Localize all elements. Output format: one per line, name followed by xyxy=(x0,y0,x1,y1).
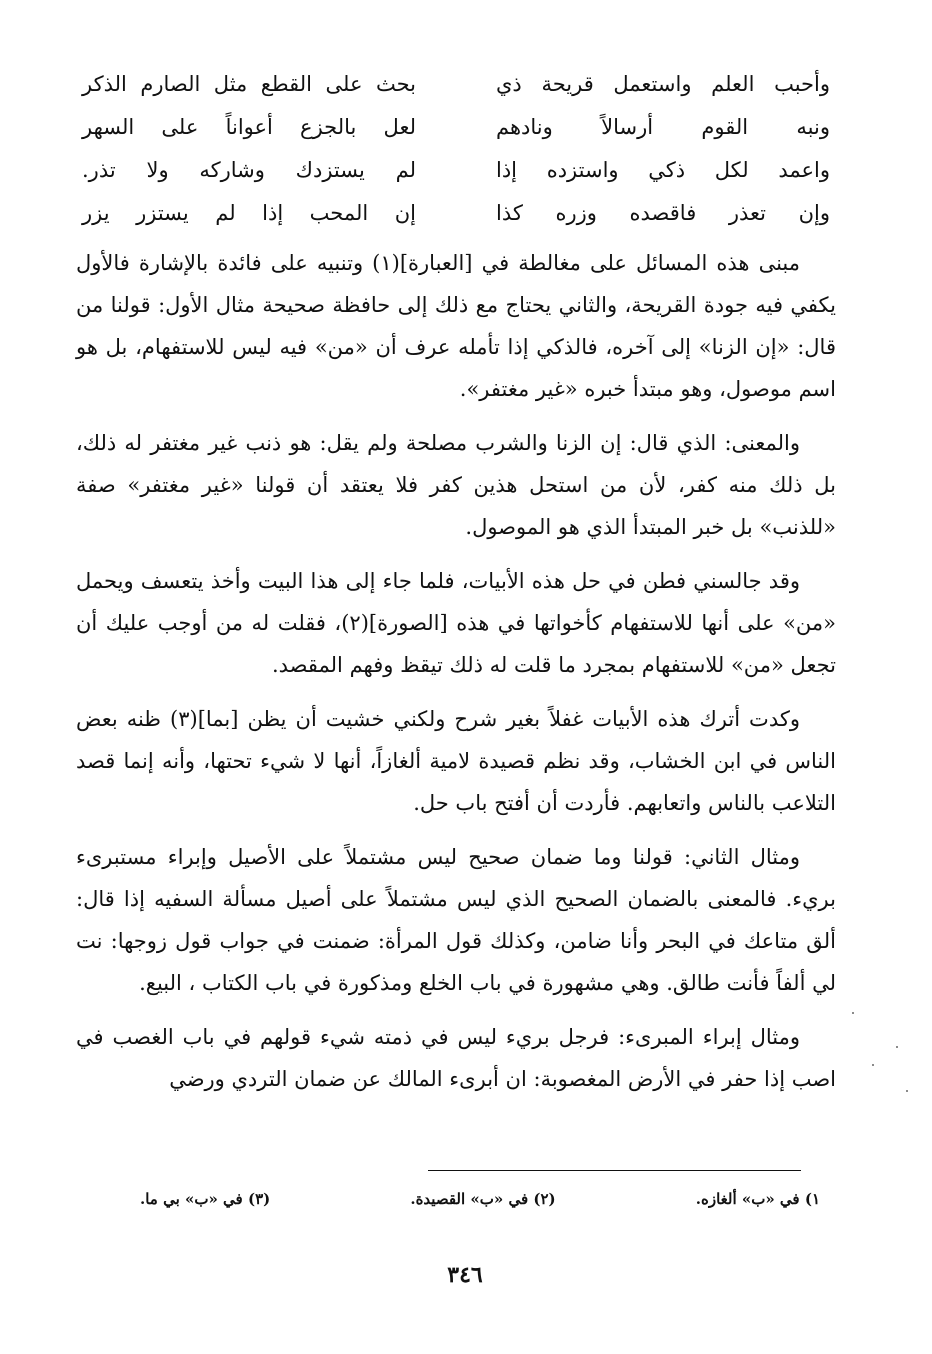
verse-second-hemistich: لعل بالجزع أعواناً على السهر xyxy=(82,114,416,139)
verse-second-hemistich: إن المحب إذا لم يستزر يزر xyxy=(82,200,416,225)
verse-first-hemistich: وأحبب العلم واستعمل قريحة ذي xyxy=(496,71,830,96)
verse-row xyxy=(76,62,836,105)
footnote-2: (٢) في «ب» القصيدة. xyxy=(410,1190,556,1208)
verse-first-hemistich: ونبه القوم أرسالاً ونادهم xyxy=(496,114,830,139)
scan-speck xyxy=(896,1046,898,1048)
scan-speck xyxy=(872,1064,874,1066)
body-paragraph: ومثال إبراء المبرىء: فرجل بريء ليس في ذمته شيء قولهم في باب الغصب في اصب إذا حفر في الأرض المغصوبة: ان أبرىء المالك عن ضمان التردي ورضي xyxy=(76,1025,836,1091)
footnote-1: ١) في «ب» ألغازه. xyxy=(695,1190,820,1208)
verse-first-hemistich: واعمد لكل ذكي واستزده إذا xyxy=(496,157,830,182)
footnotes xyxy=(140,1190,820,1220)
scan-speck xyxy=(852,1012,854,1014)
poem-verses xyxy=(76,62,836,242)
verse-second-hemistich: بحث على القطع مثل الصارم الذكر xyxy=(82,71,416,96)
verse-second-hemistich: لم يستزدك وشاركه ولا تذر. xyxy=(82,157,416,182)
footnote-3: (٣) في «ب» بي ما. xyxy=(140,1190,271,1208)
body-paragraph: مبنى هذه المسائل على مغالطة في [العبارة](١) وتنبيه على فائدة بالإشارة فالأول يكفي فيه جودة القريحة، والثاني يحتاج مع ذلك إلى حافظة صحيحة مثال الأول: قولنا من قال: «إن الزنا» إلى آخره، فالذكي إذا تأمله عرف أن «من» فيه ليس للاستفهام، بل هو اسم موصول، وهو مبتدأ خبره «غير مغتفر». xyxy=(76,251,836,401)
verse-row xyxy=(76,105,836,148)
page-content xyxy=(76,62,836,1100)
scan-speck xyxy=(906,1090,908,1092)
verse-row xyxy=(76,148,836,191)
body-paragraph: ومثال الثاني: قولنا وما ضمان صحيح ليس مشتملاً على الأصيل وإبراء مستبرىء بريء. فالمعنى بالضمان الصحيح الذي ليس مشتملاً على أصيل مسألة السفيه إذا قال: ألق متاعك في البحر وأنا ضامن، وكذلك قول المرأة: ضمنت في جواب قول زوجها: نت لي ألفاً فأنت طالق. وهي مشهورة في باب الخلع ومذكورة في باب الكتاب ، البيع. xyxy=(76,845,836,995)
body-paragraph: وكدت أترك هذه الأبيات غفلاً بغير شرح ولكني خشيت أن يظن [بما](٣) ظنه بعض الناس في ابن الخشاب، وقد نظم قصيدة لامية ألغازاً، أنها لا شيء تحتها، وأنه إنما قصد التلاعب بالناس واتعابهم. فأردت أن أفتح باب حل. xyxy=(76,707,836,815)
footnote-separator xyxy=(428,1170,801,1171)
body-paragraph: والمعنى: الذي قال: إن الزنا والشرب مصلحة ولم يقل: هو ذنب غير مغتفر له ذلك، بل ذلك منه كفر، لأن من استحل هذين كفر فلا يعتقد أن قولنا «غير مغتفر» صفة «للذنب» بل خبر المبتدأ الذي هو الموصول. xyxy=(76,431,836,539)
verse-row xyxy=(76,191,836,234)
verse-first-hemistich: وإن تعذر فاقصده وزره كذا xyxy=(496,200,830,225)
body-paragraph: وقد جالسني فطن في حل هذه الأبيات، فلما جاء إلى هذا البيت وأخذ يتعسف ويحمل «من» على أنها للاستفهام كأخواتها في هذه [الصورة](٢)، فقلت له من أوجب عليك أن تجعل «من» للاستفهام بمجرد ما قلت له ذلك تيقظ وفهم المقصد. xyxy=(76,569,837,677)
page-number: ٣٤٦ xyxy=(447,1262,483,1288)
